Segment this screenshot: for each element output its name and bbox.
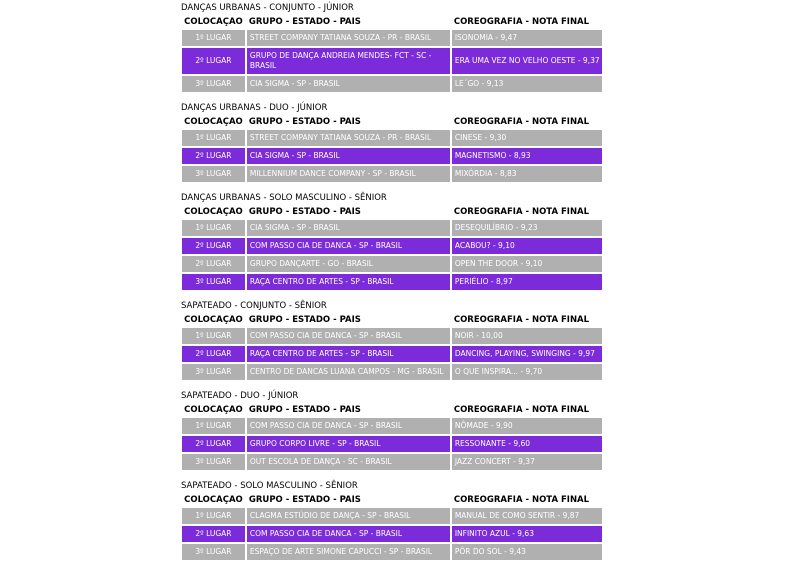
choreography-cell: RESSONANTE - 9,60 <box>452 436 602 452</box>
table-header-row <box>182 495 602 506</box>
choreography-cell: LE´GO - 9,13 <box>452 76 602 92</box>
place-cell: 1º LUGAR <box>182 418 245 434</box>
group-cell: MILLENNIUM DANCE COMPANY - SP - BRASIL <box>247 166 450 182</box>
group-cell: GRUPO CORPO LIVRE - SP - BRASIL <box>247 436 450 452</box>
group-cell: OUT ESCOLA DE DANÇA - SC - BRASIL <box>247 454 450 470</box>
results-table-body <box>182 30 602 92</box>
column-header-grupo-estado-pais: GRUPO - ESTADO - PAÍS <box>248 17 361 27</box>
table-row <box>182 130 602 146</box>
category-section <box>180 390 604 472</box>
results-content <box>180 2 604 570</box>
table-header-row <box>182 207 602 218</box>
table-row <box>182 364 602 380</box>
group-cell: RAÇA CENTRO DE ARTES - SP - BRASIL <box>247 274 450 290</box>
column-header-colocacao: COLOCAÇÃO <box>184 207 243 217</box>
results-table-body <box>182 508 602 560</box>
choreography-cell: DANCING, PLAYING, SWINGING - 9,97 <box>452 346 602 362</box>
column-header-grupo-estado-pais: GRUPO - ESTADO - PAÍS <box>248 117 361 127</box>
results-table <box>180 15 604 94</box>
place-cell: 2º LUGAR <box>182 526 245 542</box>
table-header-row <box>182 117 602 128</box>
results-table-body <box>182 220 602 290</box>
results-table <box>180 115 604 184</box>
group-cell: ESPAÇO DE ARTE SIMONE CAPUCCI - SP - BRASIL <box>247 544 450 560</box>
place-cell: 2º LUGAR <box>182 436 245 452</box>
category-section <box>180 192 604 292</box>
table-row <box>182 508 602 524</box>
table-row <box>182 418 602 434</box>
group-cell: CIA SIGMA - SP - BRASIL <box>247 148 450 164</box>
column-header-grupo-estado-pais: GRUPO - ESTADO - PAÍS <box>248 405 361 415</box>
group-cell: GRUPO DANÇARTE - GO - BRASIL <box>247 256 450 272</box>
table-row <box>182 238 602 254</box>
column-header-coreografia-nota-final: COREOGRAFIA - NOTA FINAL <box>453 17 590 27</box>
choreography-cell: DESEQUILÍBRIO - 9,23 <box>452 220 602 236</box>
group-cell: STREET COMPANY TATIANA SOUZA - PR - BRASIL <box>247 130 450 146</box>
column-header-colocacao: COLOCAÇÃO <box>184 315 243 325</box>
group-cell: CIA SIGMA - SP - BRASIL <box>247 220 450 236</box>
choreography-cell: ISONOMIA - 9,47 <box>452 30 602 46</box>
place-cell: 3º LUGAR <box>182 544 245 560</box>
place-cell: 3º LUGAR <box>182 364 245 380</box>
table-row <box>182 30 602 46</box>
group-cell: COM PASSO CIA DE DANCA - SP - BRASIL <box>247 418 450 434</box>
place-cell: 1º LUGAR <box>182 220 245 236</box>
group-cell: STREET COMPANY TATIANA SOUZA - PR - BRASIL <box>247 30 450 46</box>
column-header-coreografia-nota-final: COREOGRAFIA - NOTA FINAL <box>453 495 590 505</box>
table-row <box>182 148 602 164</box>
choreography-cell: MANUAL DE COMO SENTIR - 9,87 <box>452 508 602 524</box>
column-header-colocacao: COLOCAÇÃO <box>184 405 243 415</box>
table-row <box>182 346 602 362</box>
results-table-body <box>182 328 602 380</box>
category-section <box>180 480 604 562</box>
table-row <box>182 526 602 542</box>
place-cell: 2º LUGAR <box>182 238 245 254</box>
place-cell: 2º LUGAR <box>182 148 245 164</box>
choreography-cell: MIXÓRDIA - 8,83 <box>452 166 602 182</box>
results-table-body <box>182 130 602 182</box>
table-row <box>182 436 602 452</box>
column-header-coreografia-nota-final: COREOGRAFIA - NOTA FINAL <box>453 117 590 127</box>
choreography-cell: JAZZ CONCERT - 9,37 <box>452 454 602 470</box>
place-cell: 2º LUGAR <box>182 48 245 74</box>
group-cell: GRUPO DE DANÇA ANDREIA MENDES- FCT - SC - BRASIL <box>247 48 450 74</box>
column-header-colocacao: COLOCAÇÃO <box>184 17 243 27</box>
results-table <box>180 313 604 382</box>
category-title: DANÇAS URBANAS - SOLO MASCULINO - SÊNIOR <box>181 193 387 203</box>
group-cell: CIA SIGMA - SP - BRASIL <box>247 76 450 92</box>
choreography-cell: O QUE INSPIRA... - 9,70 <box>452 364 602 380</box>
choreography-cell: ACABOU? - 9,10 <box>452 238 602 254</box>
place-cell: 2º LUGAR <box>182 346 245 362</box>
place-cell: 1º LUGAR <box>182 508 245 524</box>
place-cell: 3º LUGAR <box>182 76 245 92</box>
place-cell: 2º LUGAR <box>182 256 245 272</box>
column-header-colocacao: COLOCAÇÃO <box>184 495 243 505</box>
group-cell: COM PASSO CIA DE DANCA - SP - BRASIL <box>247 526 450 542</box>
column-header-coreografia-nota-final: COREOGRAFIA - NOTA FINAL <box>453 405 590 415</box>
column-header-grupo-estado-pais: GRUPO - ESTADO - PAÍS <box>248 207 361 217</box>
place-cell: 1º LUGAR <box>182 30 245 46</box>
category-title: SAPATEADO - SOLO MASCULINO - SÊNIOR <box>181 481 358 491</box>
table-header-row <box>182 315 602 326</box>
table-row <box>182 256 602 272</box>
table-row <box>182 48 602 74</box>
place-cell: 3º LUGAR <box>182 454 245 470</box>
results-table <box>180 205 604 292</box>
column-header-coreografia-nota-final: COREOGRAFIA - NOTA FINAL <box>453 207 590 217</box>
category-title: SAPATEADO - DUO - JÚNIOR <box>181 391 299 401</box>
category-section <box>180 2 604 94</box>
column-header-coreografia-nota-final: COREOGRAFIA - NOTA FINAL <box>453 315 590 325</box>
choreography-cell: PÔR DO SOL - 9,43 <box>452 544 602 560</box>
table-row <box>182 274 602 290</box>
choreography-cell: CINESE - 9,30 <box>452 130 602 146</box>
group-cell: CENTRO DE DANCAS LUANA CAMPOS - MG - BRASIL <box>247 364 450 380</box>
place-cell: 1º LUGAR <box>182 328 245 344</box>
results-table <box>180 403 604 472</box>
column-header-grupo-estado-pais: GRUPO - ESTADO - PAÍS <box>248 315 361 325</box>
table-row <box>182 328 602 344</box>
table-row <box>182 166 602 182</box>
table-row <box>182 76 602 92</box>
category-title: DANÇAS URBANAS - DUO - JÚNIOR <box>181 103 328 113</box>
choreography-cell: OPEN THE DOOR - 9,10 <box>452 256 602 272</box>
column-header-colocacao: COLOCAÇÃO <box>184 117 243 127</box>
table-row <box>182 220 602 236</box>
column-header-grupo-estado-pais: GRUPO - ESTADO - PAÍS <box>248 495 361 505</box>
category-title: DANÇAS URBANAS - CONJUNTO - JÚNIOR <box>181 3 354 13</box>
choreography-cell: NOIR - 10,00 <box>452 328 602 344</box>
group-cell: RAÇA CENTRO DE ARTES - SP - BRASIL <box>247 346 450 362</box>
choreography-cell: INFINITO AZUL - 9,63 <box>452 526 602 542</box>
category-section <box>180 102 604 184</box>
category-section <box>180 300 604 382</box>
choreography-cell: NÔMADE - 9,90 <box>452 418 602 434</box>
table-header-row <box>182 17 602 28</box>
table-row <box>182 544 602 560</box>
place-cell: 1º LUGAR <box>182 130 245 146</box>
group-cell: COM PASSO CIA DE DANCA - SP - BRASIL <box>247 238 450 254</box>
choreography-cell: PERIÉLIO - 8,97 <box>452 274 602 290</box>
group-cell: CLAGMA ESTÚDIO DE DANÇA - SP - BRASIL <box>247 508 450 524</box>
group-cell: COM PASSO CIA DE DANCA - SP - BRASIL <box>247 328 450 344</box>
place-cell: 3º LUGAR <box>182 166 245 182</box>
place-cell: 3º LUGAR <box>182 274 245 290</box>
choreography-cell: MAGNETISMO - 8,93 <box>452 148 602 164</box>
results-table-body <box>182 418 602 470</box>
choreography-cell: ERA UMA VEZ NO VELHO OESTE - 9,37 <box>452 48 602 74</box>
category-title: SAPATEADO - CONJUNTO - SÊNIOR <box>181 301 327 311</box>
table-row <box>182 454 602 470</box>
results-table <box>180 493 604 562</box>
table-header-row <box>182 405 602 416</box>
